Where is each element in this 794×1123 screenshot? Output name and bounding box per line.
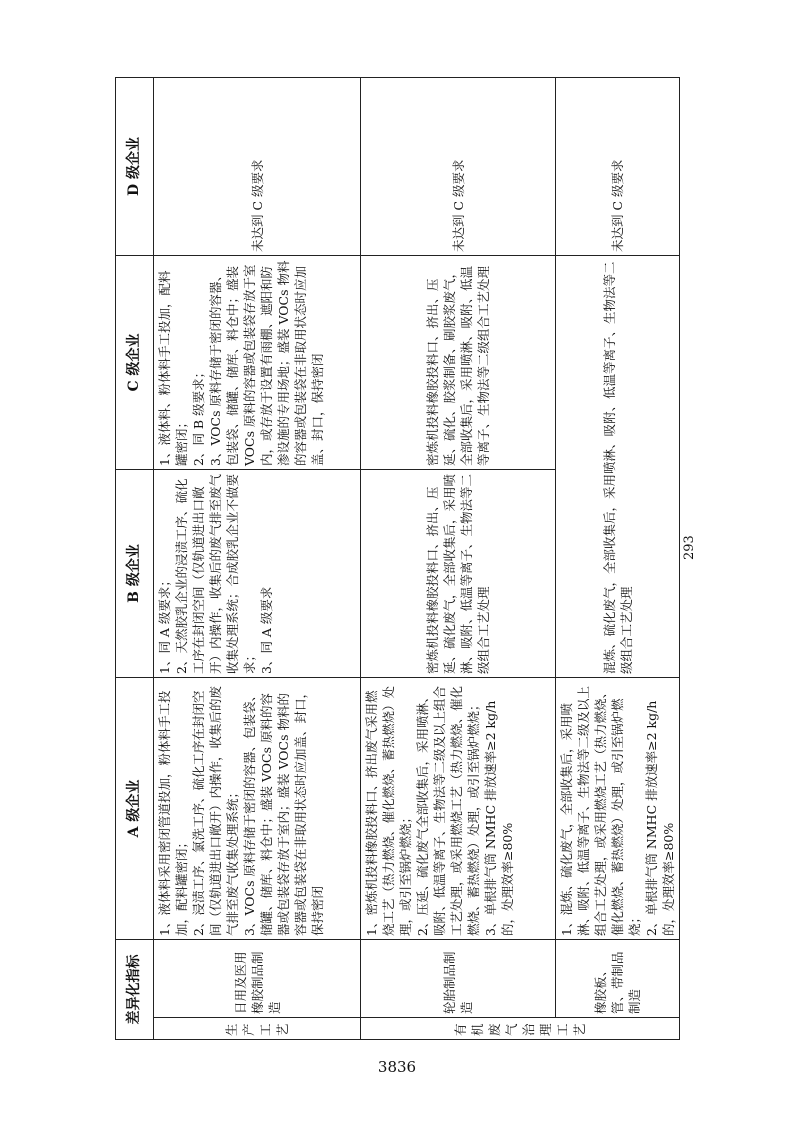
requirement-text: 3、VOCs 原料存储于密闭的容器、包装袋、储罐、储库、料仓中；盛装 VOCs 原料的容器或包装袋存放于室内；盛装 VOCs 物料的容器或包装袋在非取用状态时应加盖、封口，保持密闭 [242, 685, 325, 936]
requirement-text: 1、混炼、硫化废气，全部收集后，采用喷淋、吸附、低温等离子、生物法等二级及以上组合工艺处理，或采用燃烧工艺（热力燃烧、催化燃烧、蓄热燃烧）处理，或引至锅炉燃烧； [559, 685, 642, 936]
table-row [154, 78, 361, 1040]
requirement-text: 1、同 A 级要求； [157, 574, 172, 674]
requirement-text: 1、液体料、粉体料手工投加，配料罐密闭； [157, 270, 189, 466]
header-indicator: 差异化指标 [116, 940, 154, 1040]
requirement-text: 3、VOCs 原料存储于密闭的容器、包装袋、储罐、储库、料仓中；盛装 VOCs 原料的容器或包装袋存放于室内，或存放于设置有雨棚、遮阳和防渗设施的专用场地；盛装 VOCs 物料的容器或包装袋在非取用状态时应加盖、封口，保持密闭 [208, 260, 325, 466]
requirement-text: 2、天然胶乳企业的浸渍工序、硫化工序在封闭空间（仅轨道进出口敞开）内操作，收集后的废气排至废气收集处理系统；合成胶乳企业不做要求； [174, 473, 257, 674]
cell-grade-bc-merged: 混炼、硫化废气，全部收集后，采用喷淋、吸附、低温等离子、生物法等二级组合工艺处理 [556, 256, 680, 678]
row-name: 日用及医用橡胶制品制造 [154, 940, 361, 1018]
header-grade-c: C 级企业 [116, 256, 154, 470]
requirement-text: 2、单根排气筒 NMHC 排放速率≥2 kg/h 的，处理效率≥80% [644, 700, 676, 936]
header-grade-b: B 级企业 [116, 470, 154, 678]
table-row [556, 78, 680, 1040]
requirement-text: 2、同 B 级要求； [191, 365, 206, 466]
requirement-text: 2、浸渍工序、氯洗工序、硫化工序在封闭空间（仅轨道进出口敞开）内操作，收集后的废气排至废气收集处理系统； [191, 685, 240, 936]
cell-grade-b: 密炼机投料橡胶投料口、挤出、压延、硫化废气，全部收集后，采用喷淋、吸附、低温等离子、生物法等二级组合工艺处理 [361, 470, 556, 678]
group-label-process: 生产工艺 [154, 1018, 361, 1040]
cell-grade-a [361, 678, 556, 940]
requirement-text: 3、同 A 级要求 [259, 586, 274, 674]
row-name: 轮胎制品制造 [361, 940, 556, 1018]
requirement-text: 2、压延、硫化废气全部收集后，采用喷淋、吸附、低温等离子、生物法等二级及以上组合工艺处理，或采用燃烧工艺（热力燃烧、催化燃烧、蓄热燃烧）处理，或引至锅炉燃烧； [415, 685, 481, 936]
cell-grade-d: 未达到 C 级要求 [556, 78, 680, 256]
cell-grade-d: 未达到 C 级要求 [154, 78, 361, 256]
group-label-voc-treatment: 有机废气治理工艺 [361, 1018, 680, 1040]
cell-grade-c: 密炼机投料橡胶投料口、挤出、压延、硫化、胶浆制备、刷胶浆废气，全部收集后，采用喷淋、吸附、低温等离子、生物法等二级组合工艺处理 [361, 256, 556, 470]
header-row [116, 78, 154, 1040]
cell-grade-a [154, 678, 361, 940]
table-row [361, 78, 556, 1040]
header-grade-d: D 级企业 [116, 78, 154, 256]
header-grade-a: A 级企业 [116, 678, 154, 940]
cell-grade-d: 未达到 C 级要求 [361, 78, 556, 256]
bottom-page-number: 3836 [377, 1058, 417, 1076]
requirement-text: 1、密炼机投料橡胶投料口、挤出废气采用燃烧工艺（热力燃烧、催化燃烧、蓄热燃烧）处理，或引至锅炉燃烧； [364, 685, 413, 936]
rotated-table-container [115, 78, 676, 1040]
requirement-text: 1、液体料采用密闭管道投加，粉体料手工投加，配料罐密闭； [157, 690, 189, 936]
cell-grade-b [154, 470, 361, 678]
cell-grade-c [154, 256, 361, 470]
differentiation-indicator-table [115, 77, 680, 1040]
cell-grade-a [556, 678, 680, 940]
row-name: 橡胶板、管、带制品制造 [556, 940, 680, 1018]
requirement-text: 3、单根排气筒 NMHC 排放速率≥2 kg/h 的，处理效率≥80% [483, 700, 515, 936]
side-page-number: 293 [682, 535, 697, 560]
